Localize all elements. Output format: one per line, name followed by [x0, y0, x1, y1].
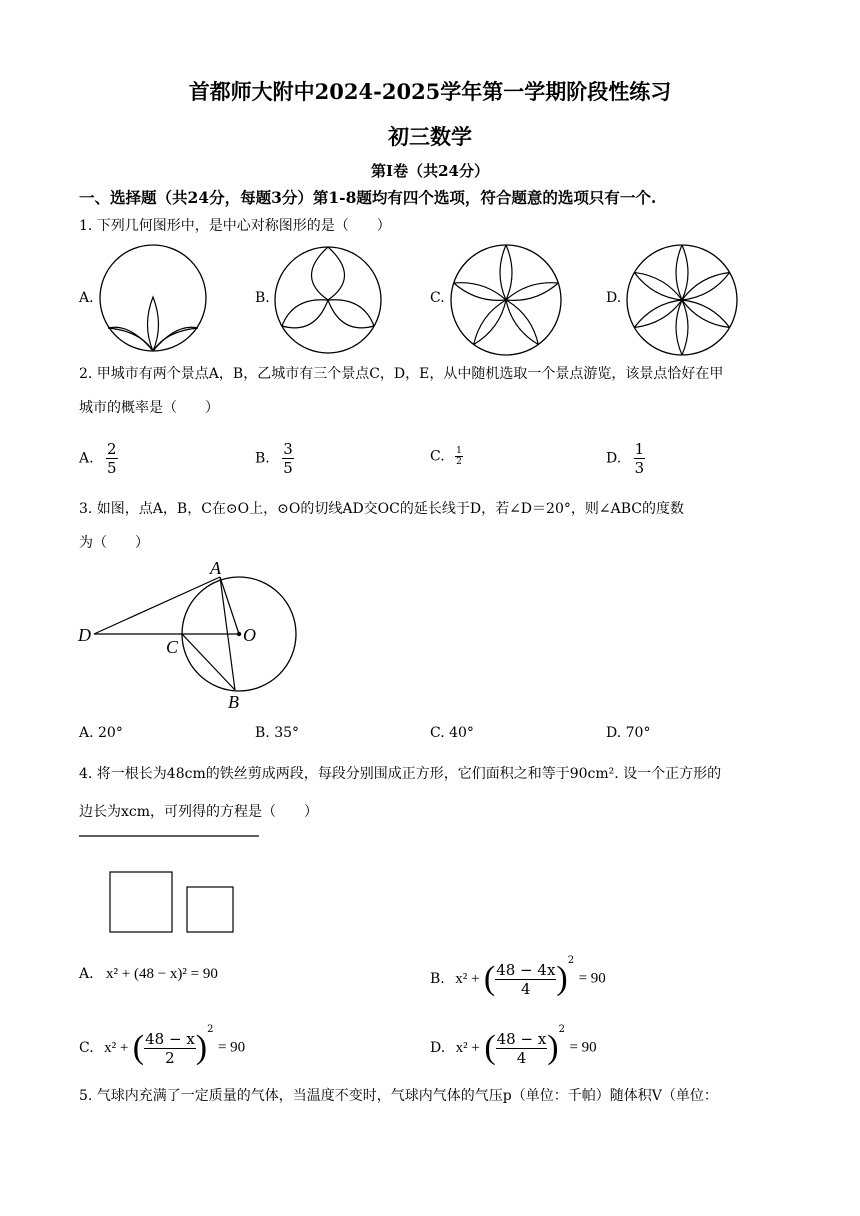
- right-paren: ): [556, 960, 568, 997]
- q2-option-b: [255, 440, 294, 477]
- q4-option-d-fraction: [496, 1030, 548, 1067]
- q2-option-d-fraction: [634, 440, 646, 477]
- question-3-line-2: 为（ ）: [79, 535, 149, 551]
- question-4-line-1: 4. 将一根长为48cm的铁丝剪成两段，每段分别围成正方形，它们面积之和等于90cm². 设一个正方形的: [79, 766, 722, 782]
- q4-wire-and-squares-figure: [79, 830, 269, 940]
- q1-figure-b: [275, 247, 381, 353]
- q4-option-b-label: B.: [430, 971, 445, 987]
- numerator: 2: [107, 440, 117, 458]
- q4-option-b-fraction: [495, 961, 556, 998]
- numerator: 48 − x: [145, 1029, 195, 1048]
- numerator: 48 − x: [496, 1029, 547, 1048]
- label-b: B: [228, 692, 239, 712]
- left-paren: (: [132, 1029, 145, 1066]
- denominator: 5: [107, 459, 117, 477]
- label-d: D: [78, 625, 91, 645]
- q4-option-a: [79, 966, 218, 983]
- q4-option-b: [430, 955, 606, 998]
- question-2-line-1: 2. 甲城市有两个景点A，B，乙城市有三个景点C，D，E，从中随机选取一个景点游览，该景点恰好在甲: [79, 366, 724, 382]
- label-a: A: [210, 558, 221, 578]
- denominator: 4: [516, 1048, 527, 1067]
- question-1-stem: 1. 下列几何图形中，是中心对称图形的是（ ）: [79, 218, 391, 234]
- q4-option-c-label: C.: [79, 1040, 94, 1056]
- denominator: 5: [283, 459, 293, 477]
- denominator: 2: [165, 1048, 175, 1067]
- q4-option-d-label: D.: [430, 1040, 446, 1056]
- q4-option-a-equation: x² + (48 − x)² = 90: [106, 966, 218, 982]
- question-5-line-1: 5. 气球内充满了一定质量的气体，当温度不变时，气球内气体的气压p（单位：千帕）随体积V（单位：: [79, 1088, 718, 1104]
- q1-figure-a: [100, 245, 210, 355]
- q2-option-a: [79, 440, 118, 477]
- q2-option-b-fraction: [282, 440, 294, 477]
- q4-option-b-suffix: = 90: [578, 970, 606, 987]
- q3-option-b: B. 35°: [255, 725, 300, 741]
- numerator: 1: [456, 446, 462, 456]
- denominator: 4: [521, 979, 531, 998]
- q4-option-d: [430, 1024, 597, 1067]
- exponent: 2: [558, 1024, 565, 1035]
- section-heading: 一、选择题（共24分，每题3分）第1-8题均有四个选项，符合题意的选项只有一个.: [79, 188, 657, 207]
- denominator: 2: [456, 457, 462, 467]
- q2-option-c-fraction: [455, 446, 463, 467]
- question-4-line-2: 边长为xcm，可列得的方程是（ ）: [79, 804, 319, 820]
- subject-title: 初三数学: [388, 124, 472, 149]
- label-c: C: [166, 637, 179, 657]
- q1-figure-d: [627, 245, 737, 355]
- q1-option-d-label: D.: [606, 290, 622, 306]
- left-paren: (: [484, 1029, 496, 1066]
- q4-option-c-fraction: [144, 1030, 196, 1067]
- label-o: O: [243, 625, 256, 645]
- q2-option-c-label: C.: [430, 448, 445, 465]
- q4-option-d-prefix: x² +: [455, 1039, 480, 1056]
- q1-option-c-label: C.: [430, 290, 445, 306]
- q1-option-b-label: B.: [255, 290, 270, 306]
- q2-option-c: [430, 446, 463, 467]
- numerator: 48 − 4x: [496, 960, 556, 979]
- left-paren: (: [483, 960, 496, 997]
- right-paren: ): [195, 1029, 208, 1066]
- exponent: 2: [207, 1024, 214, 1035]
- q1-figure-c: [451, 245, 561, 355]
- exponent: 2: [567, 955, 575, 966]
- q3-geometry-figure: [76, 558, 306, 714]
- q4-option-c-prefix: x² +: [104, 1039, 129, 1056]
- q2-option-b-label: B.: [255, 450, 270, 467]
- q2-option-a-label: A.: [79, 450, 94, 467]
- numerator: 3: [283, 440, 293, 458]
- question-2-line-2: 城市的概率是（ ）: [79, 400, 219, 416]
- question-3-line-1: 3. 如图，点A，B，C在⊙O上，⊙O的切线AD交OC的延长线于D，若∠D＝20°，则∠ABC的度数: [79, 501, 684, 517]
- q3-option-d: D. 70°: [606, 725, 651, 741]
- exam-title: 首都师大附中2024-2025学年第一学期阶段性练习: [188, 79, 672, 104]
- q2-option-d-label: D.: [606, 450, 622, 467]
- denominator: 3: [634, 459, 645, 477]
- q2-option-a-fraction: [106, 440, 118, 477]
- q4-option-c-suffix: = 90: [217, 1039, 246, 1056]
- q4-option-c: [79, 1024, 245, 1067]
- q4-option-d-suffix: = 90: [569, 1039, 597, 1056]
- numerator: 1: [634, 440, 645, 458]
- q3-option-c: C. 40°: [430, 725, 474, 741]
- part-title: 第I卷（共24分）: [371, 162, 489, 180]
- q1-option-a-label: A.: [79, 290, 94, 306]
- q2-option-d: [606, 440, 645, 477]
- q4-option-a-label: A.: [79, 966, 94, 982]
- q4-option-b-prefix: x² +: [455, 970, 480, 987]
- right-paren: ): [547, 1029, 559, 1066]
- q3-option-a: A. 20°: [79, 725, 123, 741]
